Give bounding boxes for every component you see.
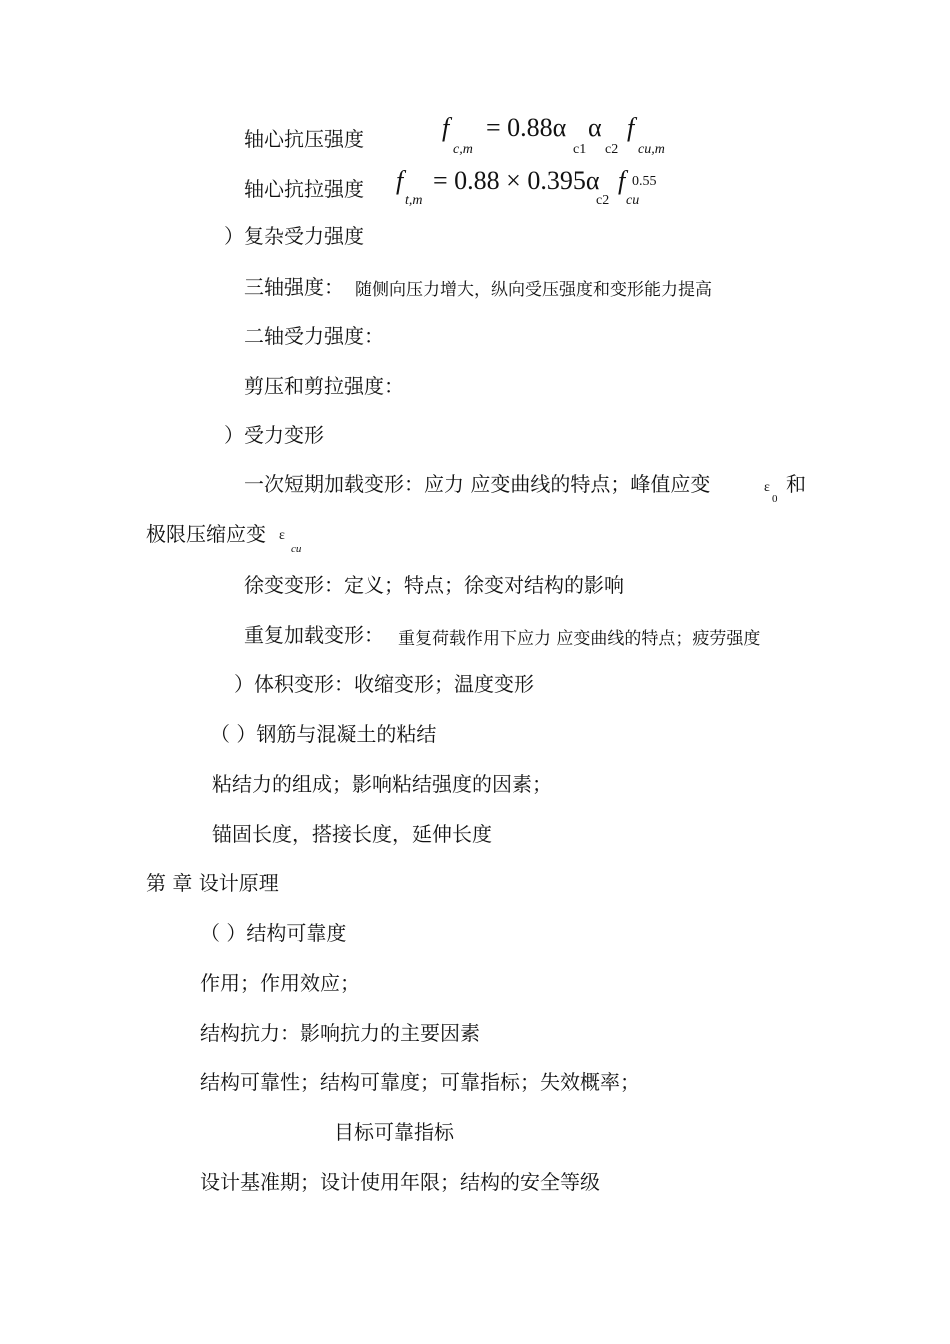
axial-tensile-label: 轴心抗拉强度 <box>244 177 364 201</box>
target-reliability-line: 目标可靠指标 <box>334 1120 454 1144</box>
chapter-heading: 第 章 设计原理 <box>146 871 279 895</box>
design-period-line: 设计基准期；设计使用年限；结构的安全等级 <box>200 1170 600 1194</box>
formula2-rhs: = 0.88 × 0.395α <box>433 166 600 195</box>
triaxial-label: 三轴强度： <box>244 275 344 299</box>
formula2-f: f <box>396 166 404 195</box>
formula1-f2-sub: cu,m <box>638 142 665 157</box>
volume-line: ）体积变形：收缩变形；温度变形 <box>234 672 534 696</box>
triaxial-text: 随侧向压力增大，纵向受压强度和变形能力提高 <box>355 280 712 300</box>
resistance-line: 结构抗力：影响抗力的主要因素 <box>200 1021 480 1045</box>
formula1-alpha1-sub: c1 <box>573 142 587 157</box>
repeat-label: 重复加载变形： <box>244 623 384 647</box>
formula2-alpha-sub: c2 <box>596 193 610 208</box>
short-term-and: 和 <box>786 472 806 496</box>
peak-strain-symbol: ε <box>764 480 770 495</box>
formula1-f: f <box>442 113 450 142</box>
action-line: 作用；作用效应； <box>200 971 360 995</box>
ultimate-strain-symbol: ε <box>279 528 285 543</box>
anchorage-line: 锚固长度，搭接长度，延伸长度 <box>212 822 492 846</box>
ultimate-strain-line: 极限压缩应变 <box>146 522 266 546</box>
bond-heading: （ ）钢筋与混凝土的粘结 <box>210 722 437 746</box>
complex-stress-heading: ）复杂受力强度 <box>224 224 364 248</box>
shear-line: 剪压和剪拉强度： <box>244 374 404 398</box>
axial-compressive-label: 轴心抗压强度 <box>244 127 364 151</box>
repeat-text: 重复荷载作用下应力 应变曲线的特点；疲劳强度 <box>398 629 761 649</box>
ultimate-strain-sub: cu <box>291 543 302 555</box>
formula1-f2: f <box>627 113 635 142</box>
formula2-f-sub: t,m <box>405 193 423 208</box>
formula1-alpha2: α <box>588 113 602 142</box>
peak-strain-sub: 0 <box>772 493 778 505</box>
formula2-f2: f <box>618 166 626 195</box>
formula1-f-sub: c,m <box>453 142 473 157</box>
bond-composition-line: 粘结力的组成；影响粘结强度的因素； <box>212 772 552 796</box>
formula1-rhs: = 0.88α <box>486 113 567 142</box>
creep-line: 徐变变形：定义；特点；徐变对结构的影响 <box>244 573 624 597</box>
reliability-items-line: 结构可靠性；结构可靠度；可靠指标；失效概率； <box>200 1070 640 1094</box>
reliability-heading: （ ）结构可靠度 <box>200 921 347 945</box>
formula1-alpha2-sub: c2 <box>605 142 619 157</box>
formula2-f2-sub: cu <box>626 193 640 208</box>
biaxial-line: 二轴受力强度： <box>244 324 384 348</box>
formula2-f2-sup: 0.55 <box>632 174 657 189</box>
deformation-heading: ）受力变形 <box>224 423 324 447</box>
short-term-line: 一次短期加载变形：应力 应变曲线的特点；峰值应变 <box>244 472 711 496</box>
